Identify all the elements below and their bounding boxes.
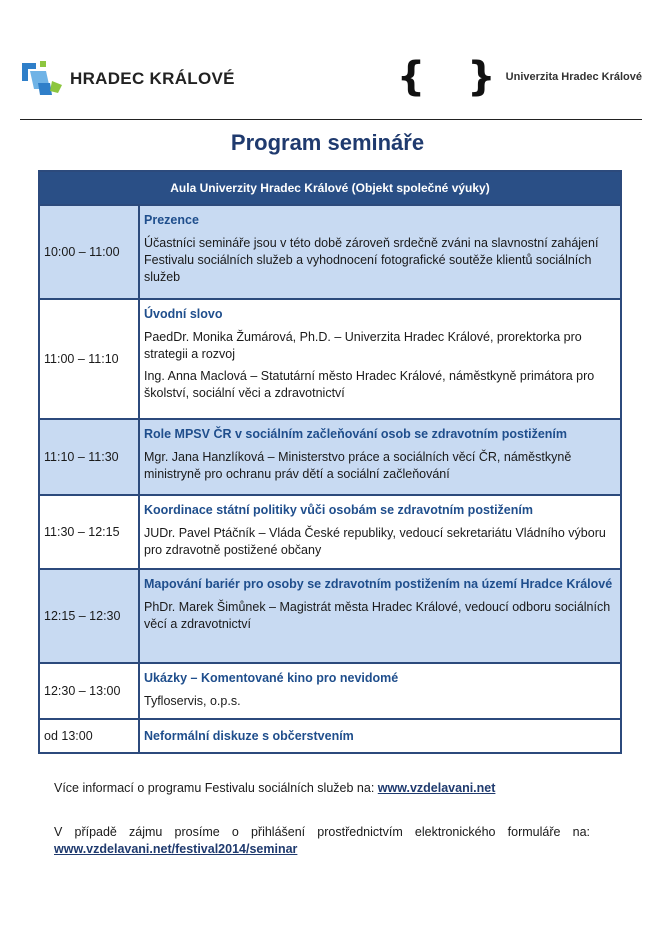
session-speaker: Účastníci semináře jsou v této době zároveň srdečně zváni na slavnostní zahájení Festivalu sociálních služeb a vyhodnocení fotografické soutěže klientů sociálních služeb <box>144 236 599 284</box>
table-row <box>39 719 621 753</box>
table-row <box>39 299 621 419</box>
table-row <box>39 663 621 719</box>
session-title: Neformální diskuze s občerstvením <box>144 728 354 743</box>
session-time: od 13:00 <box>39 719 139 753</box>
session-details <box>139 419 621 495</box>
session-details <box>139 719 621 753</box>
registration-form-link[interactable]: www.vzdelavani.net/festival2014/seminar <box>54 842 298 856</box>
hradec-kralove-logo <box>20 59 235 99</box>
session-details <box>139 299 621 419</box>
session-details <box>139 569 621 663</box>
city-name: HRADEC KRÁLOVÉ <box>70 69 235 88</box>
table-header: Aula Univerzity Hradec Králové (Objekt společné výuky) <box>39 171 621 205</box>
table-row <box>39 569 621 663</box>
session-time: 10:00 – 11:00 <box>39 205 139 299</box>
info-text: Více informací o programu Festivalu sociálních služeb na: <box>54 781 375 795</box>
session-speaker: Tyfloservis, o.p.s. <box>144 694 241 708</box>
session-time: 12:15 – 12:30 <box>39 569 139 663</box>
table-row <box>39 419 621 495</box>
session-time: 12:30 – 13:00 <box>39 663 139 719</box>
session-details <box>139 495 621 569</box>
session-time: 11:10 – 11:30 <box>39 419 139 495</box>
session-title: Ukázky – Komentované kino pro nevidomé <box>144 671 399 685</box>
city-logo-icon <box>20 59 64 99</box>
table-row <box>39 495 621 569</box>
session-details <box>139 663 621 719</box>
program-table <box>38 170 622 754</box>
registration-paragraph <box>54 824 590 858</box>
page-title: Program semináře <box>230 130 425 155</box>
session-title: Prezence <box>144 213 199 227</box>
session-speaker: PaedDr. Monika Žumárová, Ph.D. – Univerzita Hradec Králové, prorektorka pro strategii a rozvoj <box>144 330 582 361</box>
session-speaker: JUDr. Pavel Ptáčník – Vláda České republiky, vedoucí sekretariátu Vládního výboru pro zdravotně postižené občany <box>144 526 606 557</box>
braces-icon: { } <box>396 54 510 100</box>
session-speaker: Ing. Anna Maclová – Statutární město Hradec Králové, náměstkyně primátora pro školství, sociální věci a zdravotnictví <box>144 369 595 400</box>
session-speaker: PhDr. Marek Šimůnek – Magistrát města Hradec Králové, vedoucí odboru sociálních věcí a zdravotnictví <box>144 600 611 631</box>
session-time: 11:30 – 12:15 <box>39 495 139 569</box>
info-paragraph <box>54 780 590 797</box>
session-title: Role MPSV ČR v sociálním začleňování osob se zdravotním postižením <box>144 427 568 441</box>
header-divider <box>20 119 642 120</box>
session-details <box>139 205 621 299</box>
session-title: Koordinace státní politiky vůči osobám se zdravotním postižením <box>144 503 533 517</box>
session-title: Mapování bariér pro osoby se zdravotním postižením na území Hradce Králové <box>144 577 613 591</box>
page-header <box>20 55 642 105</box>
university-logo <box>397 55 642 99</box>
university-name: Univerzita Hradec Králové <box>505 71 642 83</box>
registration-text: V případě zájmu prosíme o přihlášení prostřednictvím elektronického formuláře na: <box>54 825 590 839</box>
session-title: Úvodní slovo <box>144 307 223 321</box>
session-time: 11:00 – 11:10 <box>39 299 139 419</box>
vzdelavani-link[interactable]: www.vzdelavani.net <box>377 781 496 795</box>
session-speaker: Mgr. Jana Hanzlíková – Ministerstvo práce a sociálních věcí ČR, náměstkyně ministryně pro ochranu práv dětí a sociální začleňování <box>144 450 572 481</box>
table-row <box>39 205 621 299</box>
